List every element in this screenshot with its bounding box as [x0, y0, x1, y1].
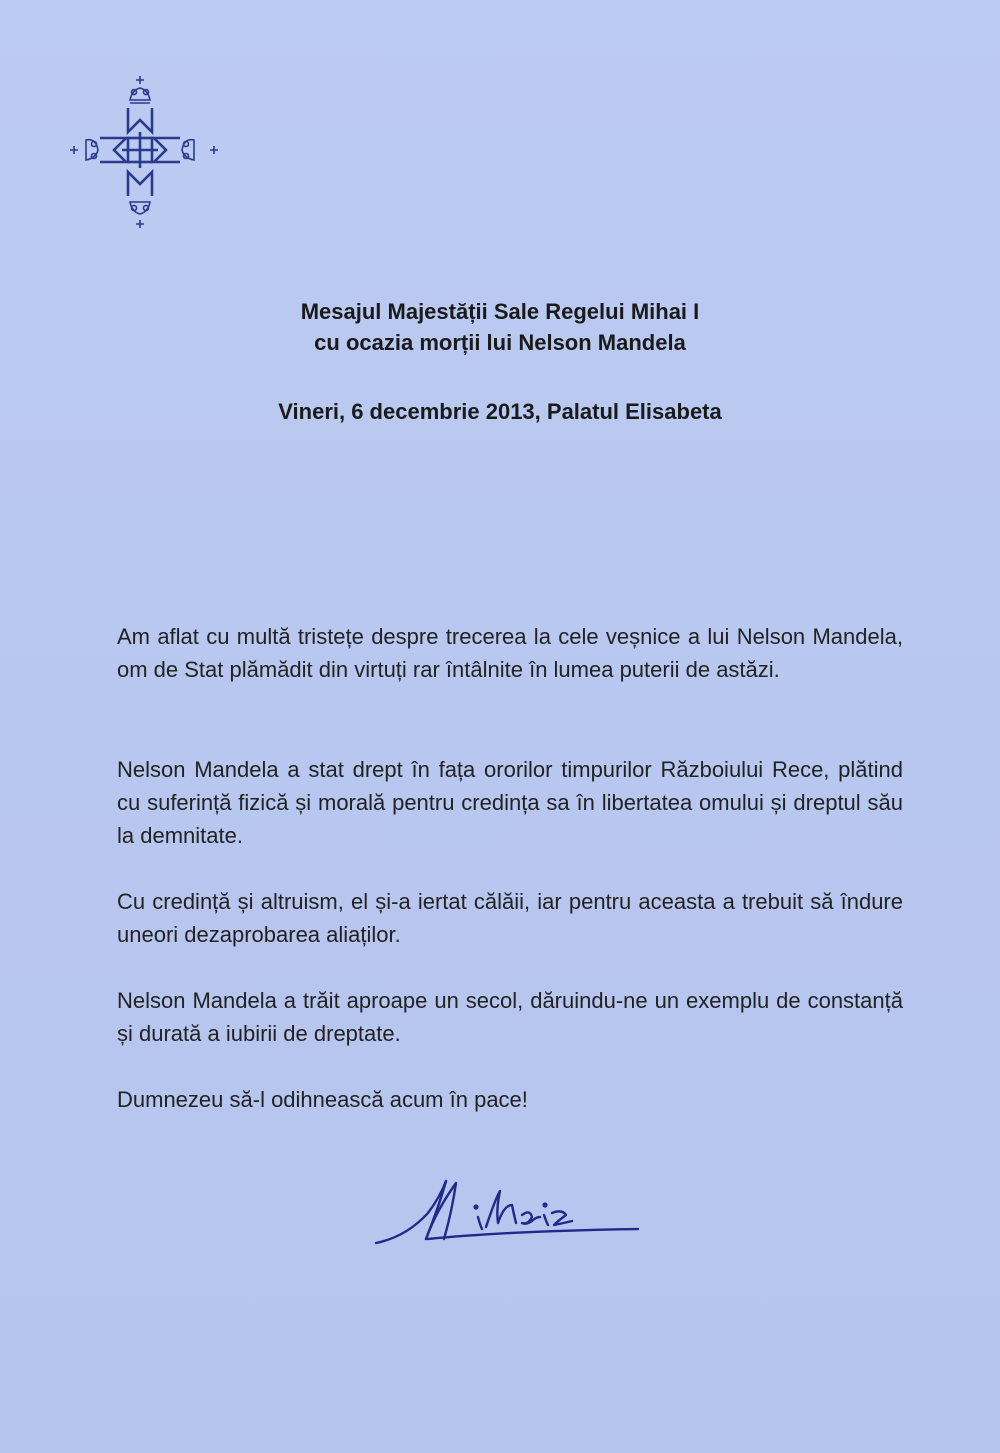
paragraph-5: Dumnezeu să-l odihnească acum în pace! — [117, 1087, 528, 1112]
date-place-line: Vineri, 6 decembrie 2013, Palatul Elisabeta — [278, 399, 722, 424]
title-line-2: cu ocazia morții lui Nelson Mandela — [314, 330, 686, 355]
royal-monogram-cross-icon — [60, 70, 230, 230]
handwritten-signature-icon — [368, 1165, 643, 1255]
paragraph-4: Nelson Mandela a trăit aproape un secol, dăruindu-ne un exemplu de constanță și durată a iubirii de dreptate. — [117, 988, 903, 1046]
paragraph-3: Cu credință și altruism, el și-a iertat călăii, iar pentru aceasta a trebuit să îndure uneori dezaprobarea aliaților. — [117, 889, 903, 947]
paragraph-2: Nelson Mandela a stat drept în fața ororilor timpurilor Războiului Rece, plătind cu suferință fizică și morală pentru credința sa în libertatea omului și dreptul său la demnitate. — [117, 757, 903, 848]
title-line-1: Mesajul Majestății Sale Regelui Mihai I — [300, 299, 700, 324]
paragraph-1: Am aflat cu multă tristețe despre trecerea la cele veșnice a lui Nelson Mandela, om de Stat plămădit din virtuți rar întâlnite în lumea puterii de astăzi. — [117, 624, 903, 682]
letter-title — [0, 296, 1000, 358]
